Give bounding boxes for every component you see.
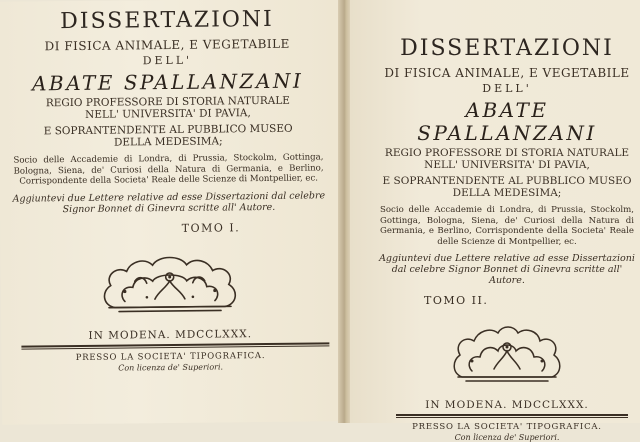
volume-label: TOMO I.: [181, 220, 241, 235]
role-line-2: NELL' UNIVERSITA' DI PAVIA,: [424, 159, 590, 171]
imprint: IN MODENA. MDCCLXXX.: [88, 327, 253, 342]
academies-text: Socio delle Accademie di Londra, di Prussia, Stockolm, Gottinga, Bologna, Siena, de' Curiosi della Natura di Germania, e Berlino, Corrispondente della Societa' Reale delle Scienze di Montpellier, ec.: [13, 152, 324, 187]
academies-text: Socio delle Accademie di Londra, di Prussia, Stockolm, Gottinga, Bologna, Siena, de' Curiosi della Natura di Germania, e Berlino, Corrispondente della Societa' Reale delle Scienze di Montpellier, ec.: [380, 205, 634, 247]
role-line-4: DELLA MEDESIMA;: [113, 135, 223, 149]
subtitle: DI FISICA ANIMALE, E VEGETABILE: [384, 66, 630, 80]
volume-label: TOMO II.: [424, 294, 489, 307]
right-title-page: [350, 0, 640, 442]
imprint: IN MODENA. MDCCLXXX.: [425, 399, 589, 411]
role-line-1: REGIO PROFESSORE DI STORIA NATURALE: [384, 147, 630, 159]
letters-note: Aggiuntevi due Lettere relative ad esse Dissertazioni dal celebre Signor Bonnet di Ginevra scritte all' Autore.: [12, 189, 326, 215]
role-line-3: E SOPRANTENDENTE AL PUBBLICO MUSEO: [382, 175, 632, 187]
thick-rule: [396, 414, 628, 416]
licence-line: Con licenza de' Superiori.: [454, 433, 560, 442]
role-line-4: DELLA MEDESIMA;: [452, 187, 562, 199]
title: DISSERTAZIONI: [400, 36, 614, 61]
dell-line: DELL': [142, 53, 193, 68]
role-line-1: REGIO PROFESSORE DI STORIA NATURALE: [45, 94, 290, 110]
role-line-2: NELL' UNIVERSITA' DI PAVIA,: [85, 107, 251, 121]
rule-pair: [376, 414, 638, 418]
letters-note: Aggiuntevi due Lettere relative ad esse Dissertazioni dal celebre Signor Bonnet di Ginevra scritte all' Autore.: [379, 253, 635, 286]
author-name: ABATE SPALLANZANI: [417, 98, 597, 145]
right-page-text: [376, 36, 638, 442]
rule-pair: [11, 342, 329, 349]
subtitle: DI FISICA ANIMALE, E VEGETABILE: [44, 36, 290, 54]
thin-rule: [396, 417, 628, 418]
left-page-text: [8, 6, 330, 373]
title: DISSERTAZIONI: [60, 6, 274, 35]
dell-line: DELL': [482, 82, 532, 95]
licence-line: Con licenza de' Superiori.: [118, 361, 224, 373]
printers-ornament-icon: [448, 321, 566, 387]
printer-line: PRESSO LA SOCIETA' TIPOGRAFICA.: [412, 422, 602, 432]
role-line-3: E SOPRANTENDENTE AL PUBBLICO MUSEO: [43, 122, 293, 138]
printer-line: PRESSO LA SOCIETA' TIPOGRAFICA.: [75, 350, 266, 363]
author-name: ABATE SPALLANZANI: [31, 68, 304, 96]
printers-ornament-icon: [94, 250, 245, 318]
